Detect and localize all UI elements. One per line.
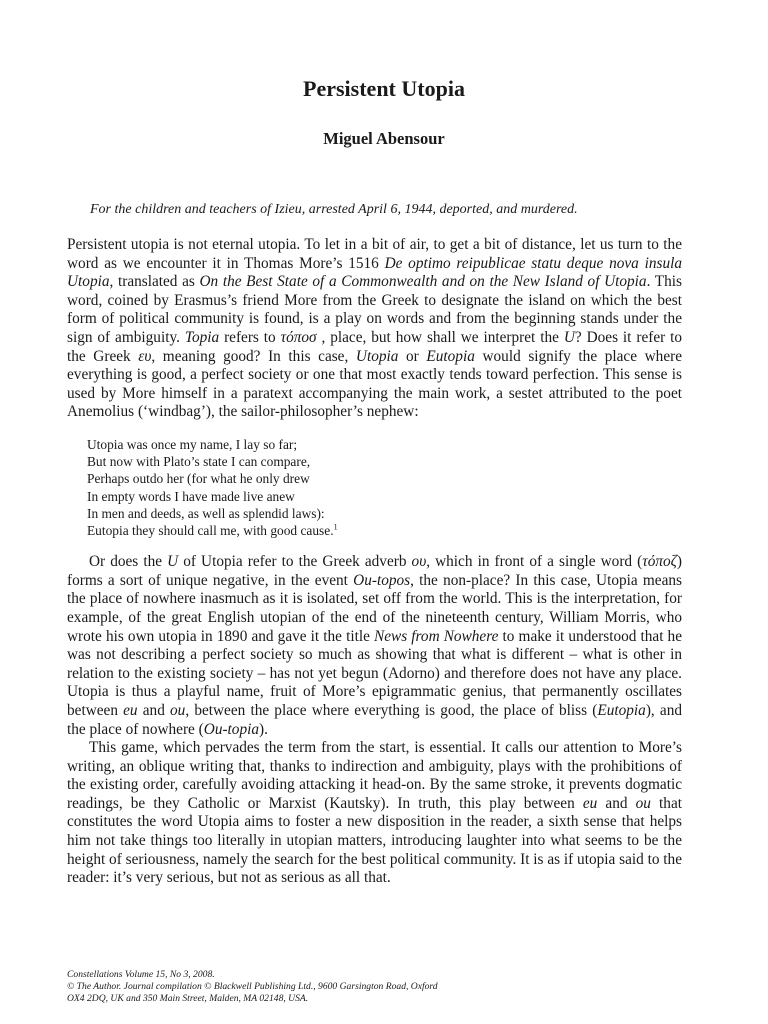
article-body <box>67 236 682 888</box>
verse-line: In empty words I have made live anew <box>87 488 295 504</box>
dedication: For the children and teachers of Izieu, arrested April 6, 1944, deported, and murdered. <box>90 202 578 217</box>
verse-line: In men and deeds, as well as splendid laws): <box>87 505 325 521</box>
verse-line: Perhaps outdo her (for what he only drew <box>87 471 310 487</box>
footer-line: OX4 2DQ, UK and 350 Main Street, Malden, MA 02148, USA. <box>67 993 309 1005</box>
paragraph-2: Or does the U of Utopia refer to the Greek adverb ου, which in front of a single word (τόποζ) forms a sort of unique negative, in the event Ou-topos, the non-place? In this case, Utopia means the place of nowhere inasmuch as it is isolated, set off from the world. This is the interpretation, for example, of the great English utopian of the end of the nineteenth century, William Morris, who wrote his own utopia in 1890 and gave it the title News from Nowhere to make it understood that he was not describing a perfect society so much as showing that what is different – what is other in relation to the existing society – has not yet begun (Adorno) and therefore does not have any place. Utopia is thus a playful name, fruit of More’s epigrammatic genius, that permanently oscillates between eu and ou, between the place where everything is good, the place of bliss (Eutopia), and the place of nowhere (Ou-topia). <box>67 553 682 738</box>
footer-line: Constellations Volume 15, No 3, 2008. <box>67 969 215 980</box>
footer-line: © The Author. Journal compilation © Blackwell Publishing Ltd., 9600 Garsington Road, Oxford <box>67 981 438 993</box>
footnote-marker[interactable]: 1 <box>333 522 338 532</box>
paragraph-3: This game, which pervades the term from the start, is essential. It calls our attention to More’s writing, an oblique writing that, thanks to indirection and ambiguity, plays with the prohibitions of the existing order, carefully avoiding attacking it head-on. By the same stroke, it prevents dogmatic readings, be they Catholic or Marxist (Kautsky). In truth, this play between eu and ou that constitutes the word Utopia aims to foster a new disposition in the reader, a sixth sense that helps him not take things too literally in utopian matters, introducing laughter into what seems to be the height of seriousness, namely the search for the best political community. It is as if utopia said to the reader: it’s very serious, but not as serious as all that. <box>67 739 682 887</box>
verse-line: But now with Plato’s state I can compare, <box>87 454 311 470</box>
verse-line: Utopia was once my name, I lay so far; <box>87 436 298 452</box>
verse-quotation <box>87 436 682 539</box>
verse-line: Eutopia they should call me, with good cause.$^1$ <box>87 522 338 538</box>
author-name: Miguel Abensour <box>323 129 445 148</box>
paragraph-1: Persistent utopia is not eternal utopia. To let in a bit of air, to get a bit of distance, let us turn to the word as we encounter it in Thomas More’s 1516 De optimo reipublicae statu deque nova insula Utopia, translated as On the Best State of a Commonwealth and on the New Island of Utopia. This word, coined by Erasmus’s friend More from the Greek to designate the island on which the best form of political community is found, is a play on words and from the beginning stands under the sign of ambiguity. Topia refers to τόποσ , place, but how shall we interpret the U? Does it refer to the Greek ευ, meaning good? In this case, Utopia or Eutopia would signify the place where everything is good, a perfect society or one that most exactly tends toward perfection. This sense is used by More himself in a paratext accompanying the main work, a sestet attributed to the poet Anemolius (‘windbag’), the sailor-philosopher’s nephew: <box>67 236 683 421</box>
journal-footer <box>67 969 438 1006</box>
article-title: Persistent Utopia <box>303 76 465 101</box>
